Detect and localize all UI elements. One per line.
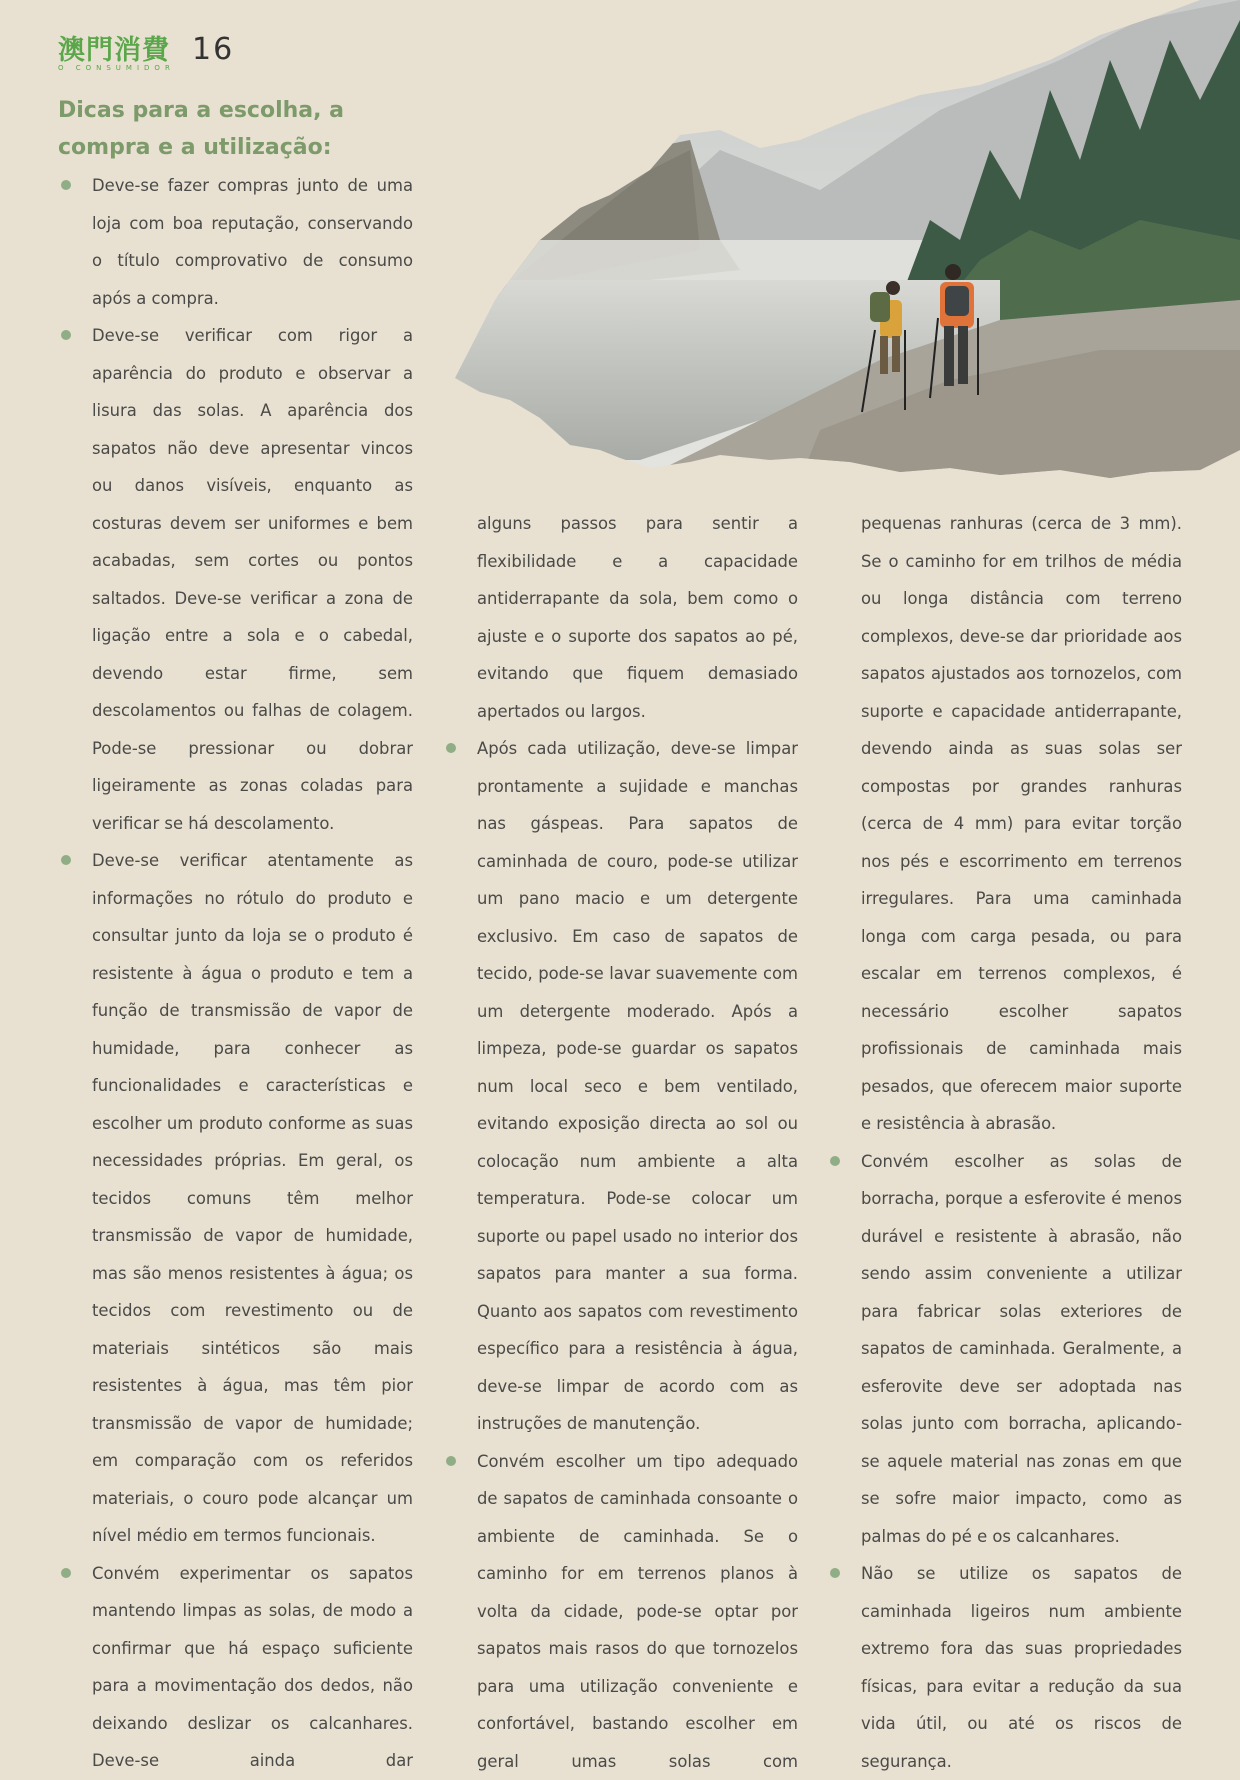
logo-subtitle: O CONSUMIDOR: [58, 64, 175, 72]
bullet-icon: [61, 180, 71, 190]
text-column-1: [92, 167, 413, 1780]
bullet-icon: [830, 1568, 840, 1578]
section-heading: Dicas para a escolha, a compra e a utilização:: [58, 92, 418, 166]
tip-text: Convém escolher um tipo adequado de sapatos de caminhada consoante o ambiente de caminhada. Se o caminho for em terrenos planos à volta da cidade, pode-se optar por sapatos mais rasos do que tornozelos para uma utilização conveniente e confortável, bastando escolher em geral umas solas com: [477, 1452, 798, 1771]
bullet-icon: [446, 743, 456, 753]
tip-text: Não se utilize os sapatos de caminhada ligeiros num ambiente extremo fora das suas propriedades físicas, para evitar a redução da sua vida útil, ou até os riscos de segurança.: [861, 1564, 1182, 1771]
text-column-3: [861, 505, 1182, 1780]
tip-text: Após cada utilização, deve-se limpar prontamente a sujidade e manchas nas gáspeas. Para sapatos de caminhada de couro, pode-se utilizar um pano macio e um detergente exclusivo. Em caso de sapatos de tecido, pode-se lavar suavemente com um detergente moderado. Após a limpeza, pode-se guardar os sapatos num local seco e bem ventilado, evitando exposição directa ao sol ou colocação num ambiente a alta temperatura. Pode-se colocar um suporte ou papel usado no interior dos sapatos para manter a sua forma. Quanto aos sapatos com revestimento específico para a resistência à água, deve-se limpar de acordo com as instruções de manutenção.: [477, 739, 798, 1433]
tip-item: [477, 730, 798, 1443]
tip-item: [861, 1555, 1182, 1780]
bullet-icon: [830, 1156, 840, 1166]
tip-item: [861, 1143, 1182, 1556]
tip-item: [92, 317, 413, 842]
bullet-icon: [446, 1456, 456, 1466]
magazine-logo: [58, 36, 175, 72]
tip-item: [92, 167, 413, 317]
tip-item: [92, 1555, 413, 1780]
text-column-2: [477, 505, 798, 1780]
tip-text: Deve-se fazer compras junto de uma loja com boa reputação, conservando o título comprovativo de consumo após a compra.: [92, 176, 413, 308]
tip-text: Convém escolher as solas de borracha, porque a esferovite é menos durável e resistente à abrasão, não sendo assim conveniente a utilizar para fabricar solas exteriores de sapatos de caminhada. Geralmente, a esferovite deve ser adoptada nas solas junto com borracha, aplicando-se aquele material nas zonas em que se sofre maior impacto, como as palmas do pé e os calcanhares.: [861, 1152, 1182, 1546]
tip-item: [92, 842, 413, 1555]
tip-continuation: alguns passos para sentir a flexibilidade e a capacidade antiderrapante da sola, bem como o ajuste e o suporte dos sapatos ao pé, evitando que fiquem demasiado apertados ou largos.: [477, 505, 798, 730]
logo-text: 澳門消費: [58, 36, 175, 66]
bullet-icon: [61, 330, 71, 340]
page-number: 16: [192, 32, 234, 67]
bullet-icon: [61, 1568, 71, 1578]
bullet-icon: [61, 855, 71, 865]
tip-item: [477, 1443, 798, 1780]
tip-continuation: pequenas ranhuras (cerca de 3 mm). Se o caminho for em trilhos de média ou longa distância com terreno complexos, deve-se dar prioridade aos sapatos ajustados aos tornozelos, com suporte e capacidade antiderrapante, devendo ainda as suas solas ser compostas por grandes ranhuras (cerca de 4 mm) para evitar torção nos pés e escorrimento em terrenos irregulares. Para uma caminhada longa com carga pesada, ou para escalar em terrenos complexos, é necessário escolher sapatos profissionais de caminhada mais pesados, que oferecem maior suporte e resistência à abrasão.: [861, 505, 1182, 1143]
tip-text: Convém experimentar os sapatos mantendo limpas as solas, de modo a confirmar que há espaço suficiente para a movimentação dos dedos, não deixando deslizar os calcanhares. Deve-se ainda dar: [92, 1564, 413, 1771]
tip-text: Deve-se verificar atentamente as informações no rótulo do produto e consultar junto da loja se o produto é resistente à água o produto e tem a função de transmissão de vapor de humidade, para conhecer as funcionalidades e características e escolher um produto conforme as suas necessidades próprias. Em geral, os tecidos comuns têm melhor transmissão de vapor de humidade, mas são menos resistentes à água; os tecidos com revestimento ou de materiais sintéticos são mais resistentes à água, mas têm pior transmissão de vapor de humidade; em comparação com os referidos materiais, o couro pode alcançar um nível médio em termos funcionais.: [92, 851, 413, 1545]
tip-text: Deve-se verificar com rigor a aparência do produto e observar a lisura das solas. A aparência dos sapatos não deve apresentar vincos ou danos visíveis, enquanto as costuras devem ser uniformes e bem acabadas, sem cortes ou pontos saltados. Deve-se verificar a zona de ligação entre a sola e o cabedal, devendo estar firme, sem descolamentos ou falhas de colagem. Pode-se pressionar ou dobrar ligeiramente as zonas coladas para verificar se há descolamento.: [92, 326, 413, 833]
